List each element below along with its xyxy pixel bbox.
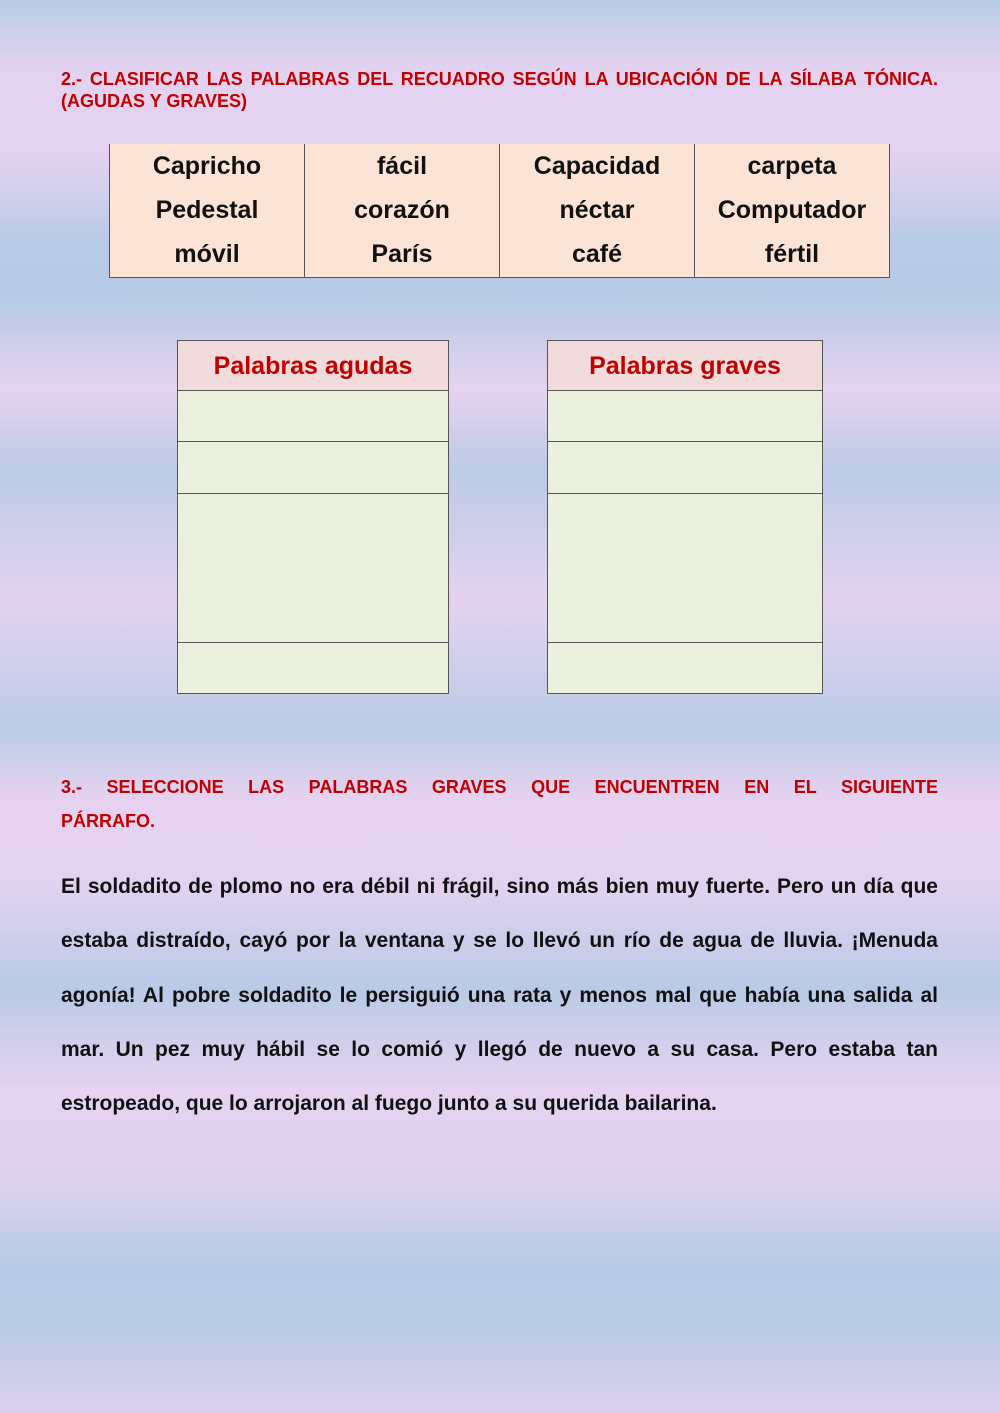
word-cell[interactable]: móvil — [110, 233, 305, 278]
word-cell[interactable]: fácil — [305, 144, 500, 188]
graves-title: Palabras graves — [548, 341, 822, 391]
word-cell[interactable]: Computador — [695, 188, 890, 232]
agudas-drop-slot-1[interactable] — [178, 391, 448, 442]
section2-heading: 2.- CLASIFICAR LAS PALABRAS DEL RECUADRO SEGÚN LA UBICACIÓN DE LA SÍLABA TÓNICA. (AGUDAS Y GRAVES) — [61, 69, 938, 111]
word-row — [110, 233, 890, 278]
graves-drop-slot-2[interactable] — [548, 442, 822, 494]
section3-heading-line1: 3.- SELECCIONE LAS PALABRAS GRAVES QUE ENCUENTREN EN EL SIGUIENTE — [61, 777, 938, 797]
word-cell[interactable]: café — [500, 233, 695, 278]
agudas-box — [177, 340, 449, 694]
graves-drop-slot-1[interactable] — [548, 391, 822, 442]
agudas-drop-slot-2[interactable] — [178, 442, 448, 494]
word-cell[interactable]: corazón — [305, 188, 500, 232]
word-cell[interactable]: París — [305, 233, 500, 278]
graves-drop-slot-3[interactable] — [548, 494, 822, 643]
word-cell[interactable]: fértil — [695, 233, 890, 278]
graves-box — [547, 340, 823, 694]
graves-drop-slot-4[interactable] — [548, 643, 822, 693]
agudas-drop-slot-4[interactable] — [178, 643, 448, 693]
word-cell[interactable]: Pedestal — [110, 188, 305, 232]
agudas-title: Palabras agudas — [178, 341, 448, 391]
word-cell[interactable]: Capricho — [110, 144, 305, 188]
word-cell[interactable]: Capacidad — [500, 144, 695, 188]
section3-heading-line2: PÁRRAFO. — [61, 811, 155, 831]
agudas-drop-slot-3[interactable] — [178, 494, 448, 643]
word-row — [110, 188, 890, 232]
word-row — [110, 144, 890, 188]
word-cell[interactable]: néctar — [500, 188, 695, 232]
word-cell[interactable]: carpeta — [695, 144, 890, 188]
story-paragraph[interactable]: El soldadito de plomo no era débil ni frágil, sino más bien muy fuerte. Pero un día que estaba distraído, cayó por la ventana y se lo llevó un río de agua de lluvia. ¡Menuda agonía! Al pobre soldadito le persiguió una rata y menos mal que había una salida al mar. Un pez muy hábil se lo comió y llegó de nuevo a su casa. Pero estaba tan estropeado, que lo arrojaron al fuego junto a su querida bailarina. — [61, 875, 938, 1116]
section3-heading — [61, 770, 938, 838]
word-table — [109, 144, 890, 278]
